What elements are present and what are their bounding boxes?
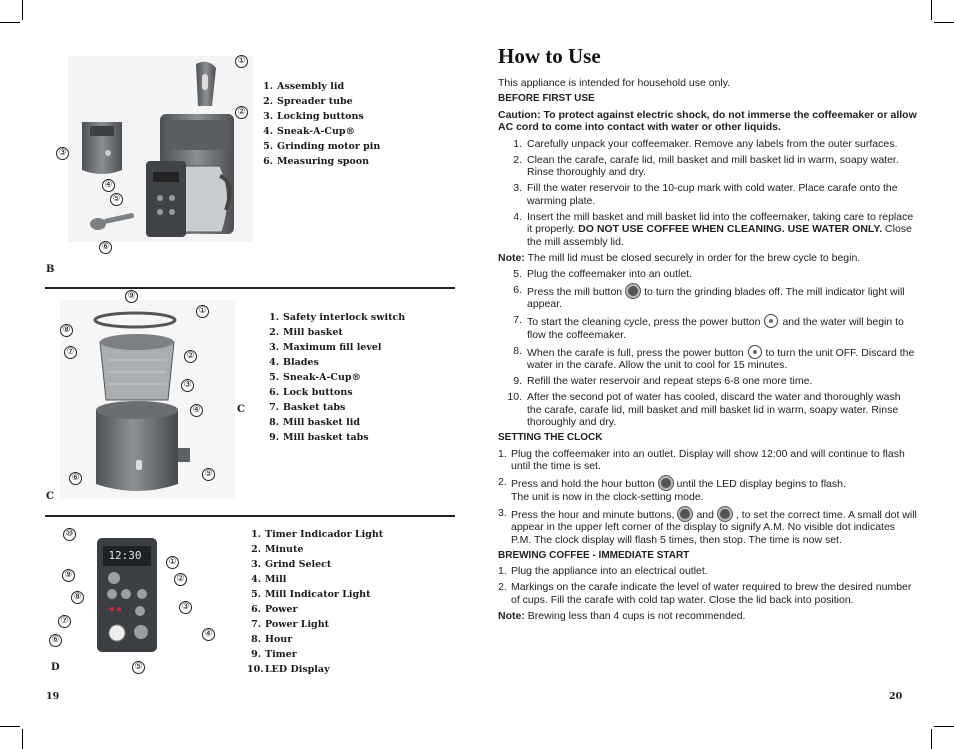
- callout-7: ⑦: [64, 346, 77, 359]
- callout-9: ⑨: [62, 569, 75, 582]
- power-button-icon: [748, 345, 762, 359]
- callout-8: ⑧: [71, 591, 84, 604]
- cleaning-steps-continued: [498, 268, 918, 429]
- callout-2: ②: [235, 106, 248, 119]
- hour-button-icon: [659, 476, 673, 490]
- callout-3: ③: [181, 379, 194, 392]
- callout-10: ⑩: [63, 528, 76, 541]
- figure-b-label: B: [46, 264, 55, 275]
- callout-5: ⑤: [110, 193, 123, 206]
- part-item: 10.LED Display: [247, 664, 330, 675]
- part-item: 1. Safety interlock switch: [269, 312, 406, 323]
- part-item: 3. Maximum fill level: [269, 342, 382, 353]
- figure-d-label: D: [51, 662, 60, 673]
- divider: [45, 287, 455, 289]
- part-item: 6. Power: [251, 604, 298, 615]
- crop-mark: [931, 0, 932, 20]
- list-item: 6. Press the mill button to turn the grinding blades off. The mill indicator light will appear.: [513, 283, 905, 310]
- part-item: 1. Assembly lid: [263, 81, 345, 92]
- brew-steps: [498, 565, 918, 606]
- callout-1: ①: [196, 305, 209, 318]
- page-number-left: 19: [46, 691, 60, 702]
- callout-7: ⑦: [58, 615, 71, 628]
- callout-6: ⑥: [99, 241, 112, 254]
- figure-d-parts-list: [247, 527, 383, 677]
- list-item: 7. To start the cleaning cycle, press the power button and the water will begin to flow the coffeemaker.: [513, 314, 904, 341]
- intro-text: This appliance is intended for household use only.: [498, 77, 731, 89]
- brewing-heading: BREWING COFFEE - IMMEDIATE START: [498, 549, 690, 561]
- list-item: 3. Fill the water reservoir to the 10-cup mark with cold water. Place carafe onto the warming plate.: [513, 182, 898, 207]
- note-text: Note: The mill lid must be closed securely in order for the brew cycle to begin.: [498, 251, 861, 264]
- cleaning-steps: [498, 138, 918, 249]
- divider: [45, 515, 455, 517]
- crop-mark: [931, 729, 932, 749]
- part-item: 6. Lock buttons: [269, 387, 353, 398]
- page-number-right: 20: [889, 691, 903, 702]
- part-item: 5. Grinding motor pin: [263, 141, 381, 152]
- part-item: 8. Mill basket lid: [269, 417, 360, 428]
- list-item: 9. Refill the water reservoir and repeat steps 6-8 one more time.: [513, 375, 813, 387]
- list-item: 2. Clean the carafe, carafe lid, mill basket and mill basket lid in warm, soapy water. Rinse thoroughly and dry.: [513, 153, 899, 178]
- note-text: Note: Brewing less than 4 cups is not recommended.: [498, 609, 746, 622]
- part-item: 5. Sneak-A-Cup®: [269, 372, 362, 383]
- callout-3: ③: [56, 147, 69, 160]
- part-item: 8. Hour: [251, 634, 293, 645]
- how-to-use-section: [498, 44, 918, 626]
- list-item: 10. After the second pot of water has cooled, discard the water and thoroughly wash the carafe, carafe lid, mill basket and mill basket lid in warm, soapy water. Rinse thoroughly and dry.: [507, 391, 901, 428]
- list-item: 3. Press the hour and minute buttons, and , to set the correct time. A small dot will appear in the upper left corner of the display to signify A.M. No visible dot indicates P.M. The clock display will flash 5 times, then stop. The time is now set.: [498, 506, 917, 546]
- part-item: 4. Mill: [251, 574, 287, 585]
- list-item: 2. Markings on the carafe indicate the level of water required to brew the desired number of cups. Fill the carafe with cold tap water. Close the lid back into position.: [498, 581, 912, 606]
- crop-mark: [0, 726, 20, 727]
- callout-4: ④: [190, 404, 203, 417]
- power-button-icon: [764, 314, 778, 328]
- part-item: 2. Spreader tube: [263, 96, 353, 107]
- part-item: 3. Grind Select: [251, 559, 332, 570]
- crop-mark: [22, 0, 23, 20]
- crop-mark: [0, 22, 20, 23]
- list-item: 1. Carefully unpack your coffeemaker. Remove any labels from the outer surfaces.: [513, 137, 898, 150]
- callout-8: ⑧: [60, 324, 73, 337]
- figure-c-side-label: C: [237, 404, 245, 415]
- list-item: 5. Plug the coffeemaker into an outlet.: [513, 267, 692, 280]
- callout-1: ①: [166, 556, 179, 569]
- part-item: 3. Locking buttons: [263, 111, 364, 122]
- list-item: 8. When the carafe is full, press the power button to turn the unit OFF. Discard the water in the carafe. Allow the unit to cool for 15 minutes.: [513, 344, 915, 371]
- list-item: 2. Press and hold the hour button until the LED display begins to flash. The unit is now in the clock-setting mode.: [498, 476, 846, 503]
- caution-text: Caution: To protect against electric shock, do not immerse the coffeemaker or allow AC cord to come into contact with water or other liquids.: [498, 108, 917, 133]
- part-item: 7. Power Light: [251, 619, 329, 630]
- callout-5: ⑤: [202, 468, 215, 481]
- part-item: 6. Measuring spoon: [263, 156, 370, 167]
- callout-6: ⑥: [49, 634, 62, 647]
- led-display-text: 12:30: [108, 549, 142, 562]
- part-item: 1. Timer Indicador Light: [251, 529, 384, 540]
- part-item: 4. Sneak-A-Cup®: [263, 126, 356, 137]
- before-first-use-heading: BEFORE FIRST USE: [498, 93, 595, 104]
- crop-mark: [934, 22, 954, 23]
- figure-b-illustration: [68, 56, 253, 242]
- part-item: 9. Timer: [251, 649, 297, 660]
- part-item: 2. Mill basket: [269, 327, 343, 338]
- callout-2: ②: [174, 573, 187, 586]
- figure-b-parts-list: [259, 79, 380, 169]
- figure-c-parts-list: [265, 310, 405, 445]
- minute-button-icon: [718, 507, 732, 521]
- callout-4: ④: [202, 628, 215, 641]
- clock-steps: [498, 448, 918, 547]
- coffeemaker-exploded-illustration: [68, 56, 253, 242]
- figure-c-label: C: [46, 491, 54, 502]
- mill-button-icon: [626, 284, 640, 298]
- setting-clock-heading: SETTING THE CLOCK: [498, 432, 603, 443]
- part-item: 2. Minute: [251, 544, 304, 555]
- list-item: 1. Plug the appliance into an electrical outlet.: [498, 565, 708, 577]
- page-title: How to Use: [498, 44, 601, 68]
- callout-9: ⑨: [125, 290, 138, 303]
- list-item: 1. Plug the coffeemaker into an outlet. Display will show 12:00 and will continue to flash until the time is set.: [498, 447, 905, 472]
- callout-6: ⑥: [69, 472, 82, 485]
- callout-1: ①: [235, 55, 248, 68]
- callout-5: ⑤: [132, 661, 145, 674]
- crop-mark: [22, 729, 23, 749]
- crop-mark: [934, 726, 954, 727]
- part-item: 5. Mill Indicator Light: [251, 589, 371, 600]
- part-item: 9. Mill basket tabs: [269, 432, 369, 443]
- callout-3: ③: [179, 601, 192, 614]
- callout-4: ④: [102, 179, 115, 192]
- hour-button-icon: [678, 507, 692, 521]
- part-item: 7. Basket tabs: [269, 402, 346, 413]
- list-item: 4. Insert the mill basket and mill basket lid into the coffeemaker, taking care to replace it properly. DO NOT USE COFFEE WHEN CLEANING. USE WATER ONLY. Close the mill assembly lid.: [513, 210, 914, 248]
- part-item: 4. Blades: [269, 357, 319, 368]
- callout-2: ②: [184, 350, 197, 363]
